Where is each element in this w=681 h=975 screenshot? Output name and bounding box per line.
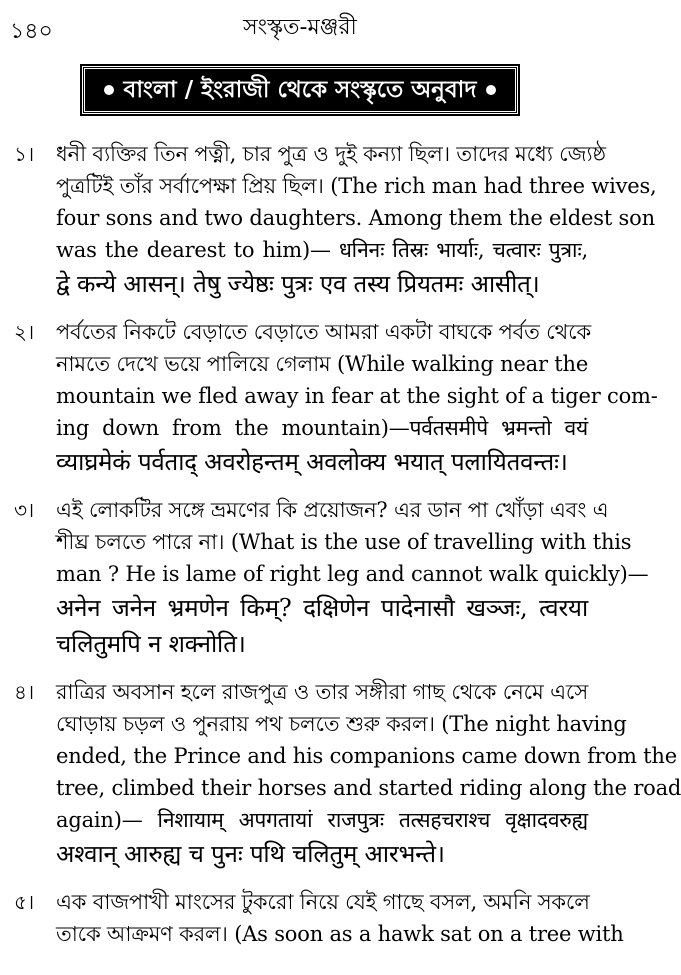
text-line: ধনী ব্যক্তির তিন পত্নী, চার পুত্র ও দুই কন্যা ছিল। তাদের মধ্যে জ্যেষ্ঠ xyxy=(56,142,606,166)
text-line: রাত্রির অবসান হলে রাজপুত্র ও তার সঙ্গীরা গাছ থেকে নেমে এসে xyxy=(56,680,588,704)
text-line: four sons and two daughters. Among them the eldest son xyxy=(56,206,655,230)
page-header xyxy=(0,8,600,42)
exercise-item xyxy=(14,676,681,872)
item-number: ৪। xyxy=(14,680,35,704)
item-number: ৩। xyxy=(14,498,35,522)
section-title: বাংলা / ইংরাজী থেকে সংস্কৃতে অনুবাদ xyxy=(123,76,477,103)
text-line: man ? He is lame of right leg and cannot walk quickly)— xyxy=(56,562,649,586)
exercise-item xyxy=(14,886,624,950)
bullet-icon xyxy=(104,85,114,95)
text-line: ing down from the mountain)—पर्वतसमीपे भ्रमन्तो वयं xyxy=(56,416,588,440)
text-line: পর্বতের নিকটে বেড়াতে বেড়াতে আমরা একটা বাঘকে পর্বত থেকে xyxy=(56,320,592,344)
item-number: ১। xyxy=(14,142,35,166)
exercise-item xyxy=(14,138,657,302)
text-line: mountain we fled away in fear at the sight of a tiger com- xyxy=(56,384,658,408)
item-number: ৫। xyxy=(14,890,35,914)
text-line: নামতে দেখে ভয়ে পালিয়ে গেলাম (While walking near the xyxy=(56,352,589,376)
text-line: এই লোকটির সঙ্গে ভ্রমণের কি প্রয়োজন? এর ডান পা খোঁড়া এবং এ xyxy=(56,498,609,522)
text-line: अनेन जनेन भ्रमणेन किम्? दक्षिणेन पादेनासौ खञ्जः, त्वरया xyxy=(56,594,588,622)
text-line: তাকে আক্রমণ করল। (As soon as a hawk sat on a tree with xyxy=(56,922,624,946)
text-line: was the dearest to him)— धनिनः तिस्रः भार्याः, चत्वारः पुत्राः, xyxy=(56,238,588,262)
page-number: ১৪০ xyxy=(10,19,53,44)
text-line: चलितुमपि न शक्नोति। xyxy=(56,630,246,658)
section-banner xyxy=(82,66,518,114)
text-line: द्वे कन्ये आसन्। तेषु ज्येष्ठः पुत्रः एव तस्य प्रियतमः आसीत्। xyxy=(56,270,540,298)
text-line: again)— निशायाम् अपगतायां राजपुत्रः तत्सहचराश्च वृक्षादवरुह्य xyxy=(56,808,588,832)
exercise-item xyxy=(14,494,649,662)
exercise-item xyxy=(14,316,658,480)
text-line: अश्वान् आरुह्य च पुनः पथि चलितुम् आरभन्ते। xyxy=(56,840,445,868)
text-line: ended, the Prince and his companions came down from the xyxy=(56,744,677,768)
text-line: শীঘ্র চলতে পারে না। (What is the use of travelling with this xyxy=(56,530,632,554)
book-title: সংস্কৃত-মঞ্জরী xyxy=(243,15,357,40)
exercise-list xyxy=(14,138,681,964)
text-line: व्याघ्रमेकं पर्वताद् अवरोहन्तम् अवलोक्य भयात् पलायितवन्तः। xyxy=(56,448,568,476)
text-line: tree, climbed their horses and started riding along the road xyxy=(56,776,681,800)
text-line: ঘোড়ায় চড়ল ও পুনরায় পথ চলতে শুরু করল। (The night having xyxy=(56,712,627,736)
item-number: ২। xyxy=(14,320,35,344)
text-line: পুত্রটিই তাঁর সর্বাপেক্ষা প্রিয় ছিল। (The rich man had three wives, xyxy=(56,174,657,198)
bullet-icon xyxy=(486,85,496,95)
text-line: এক বাজপাখী মাংসের টুকরো নিয়ে যেই গাছে বসল, অমনি সকলে xyxy=(56,890,590,914)
